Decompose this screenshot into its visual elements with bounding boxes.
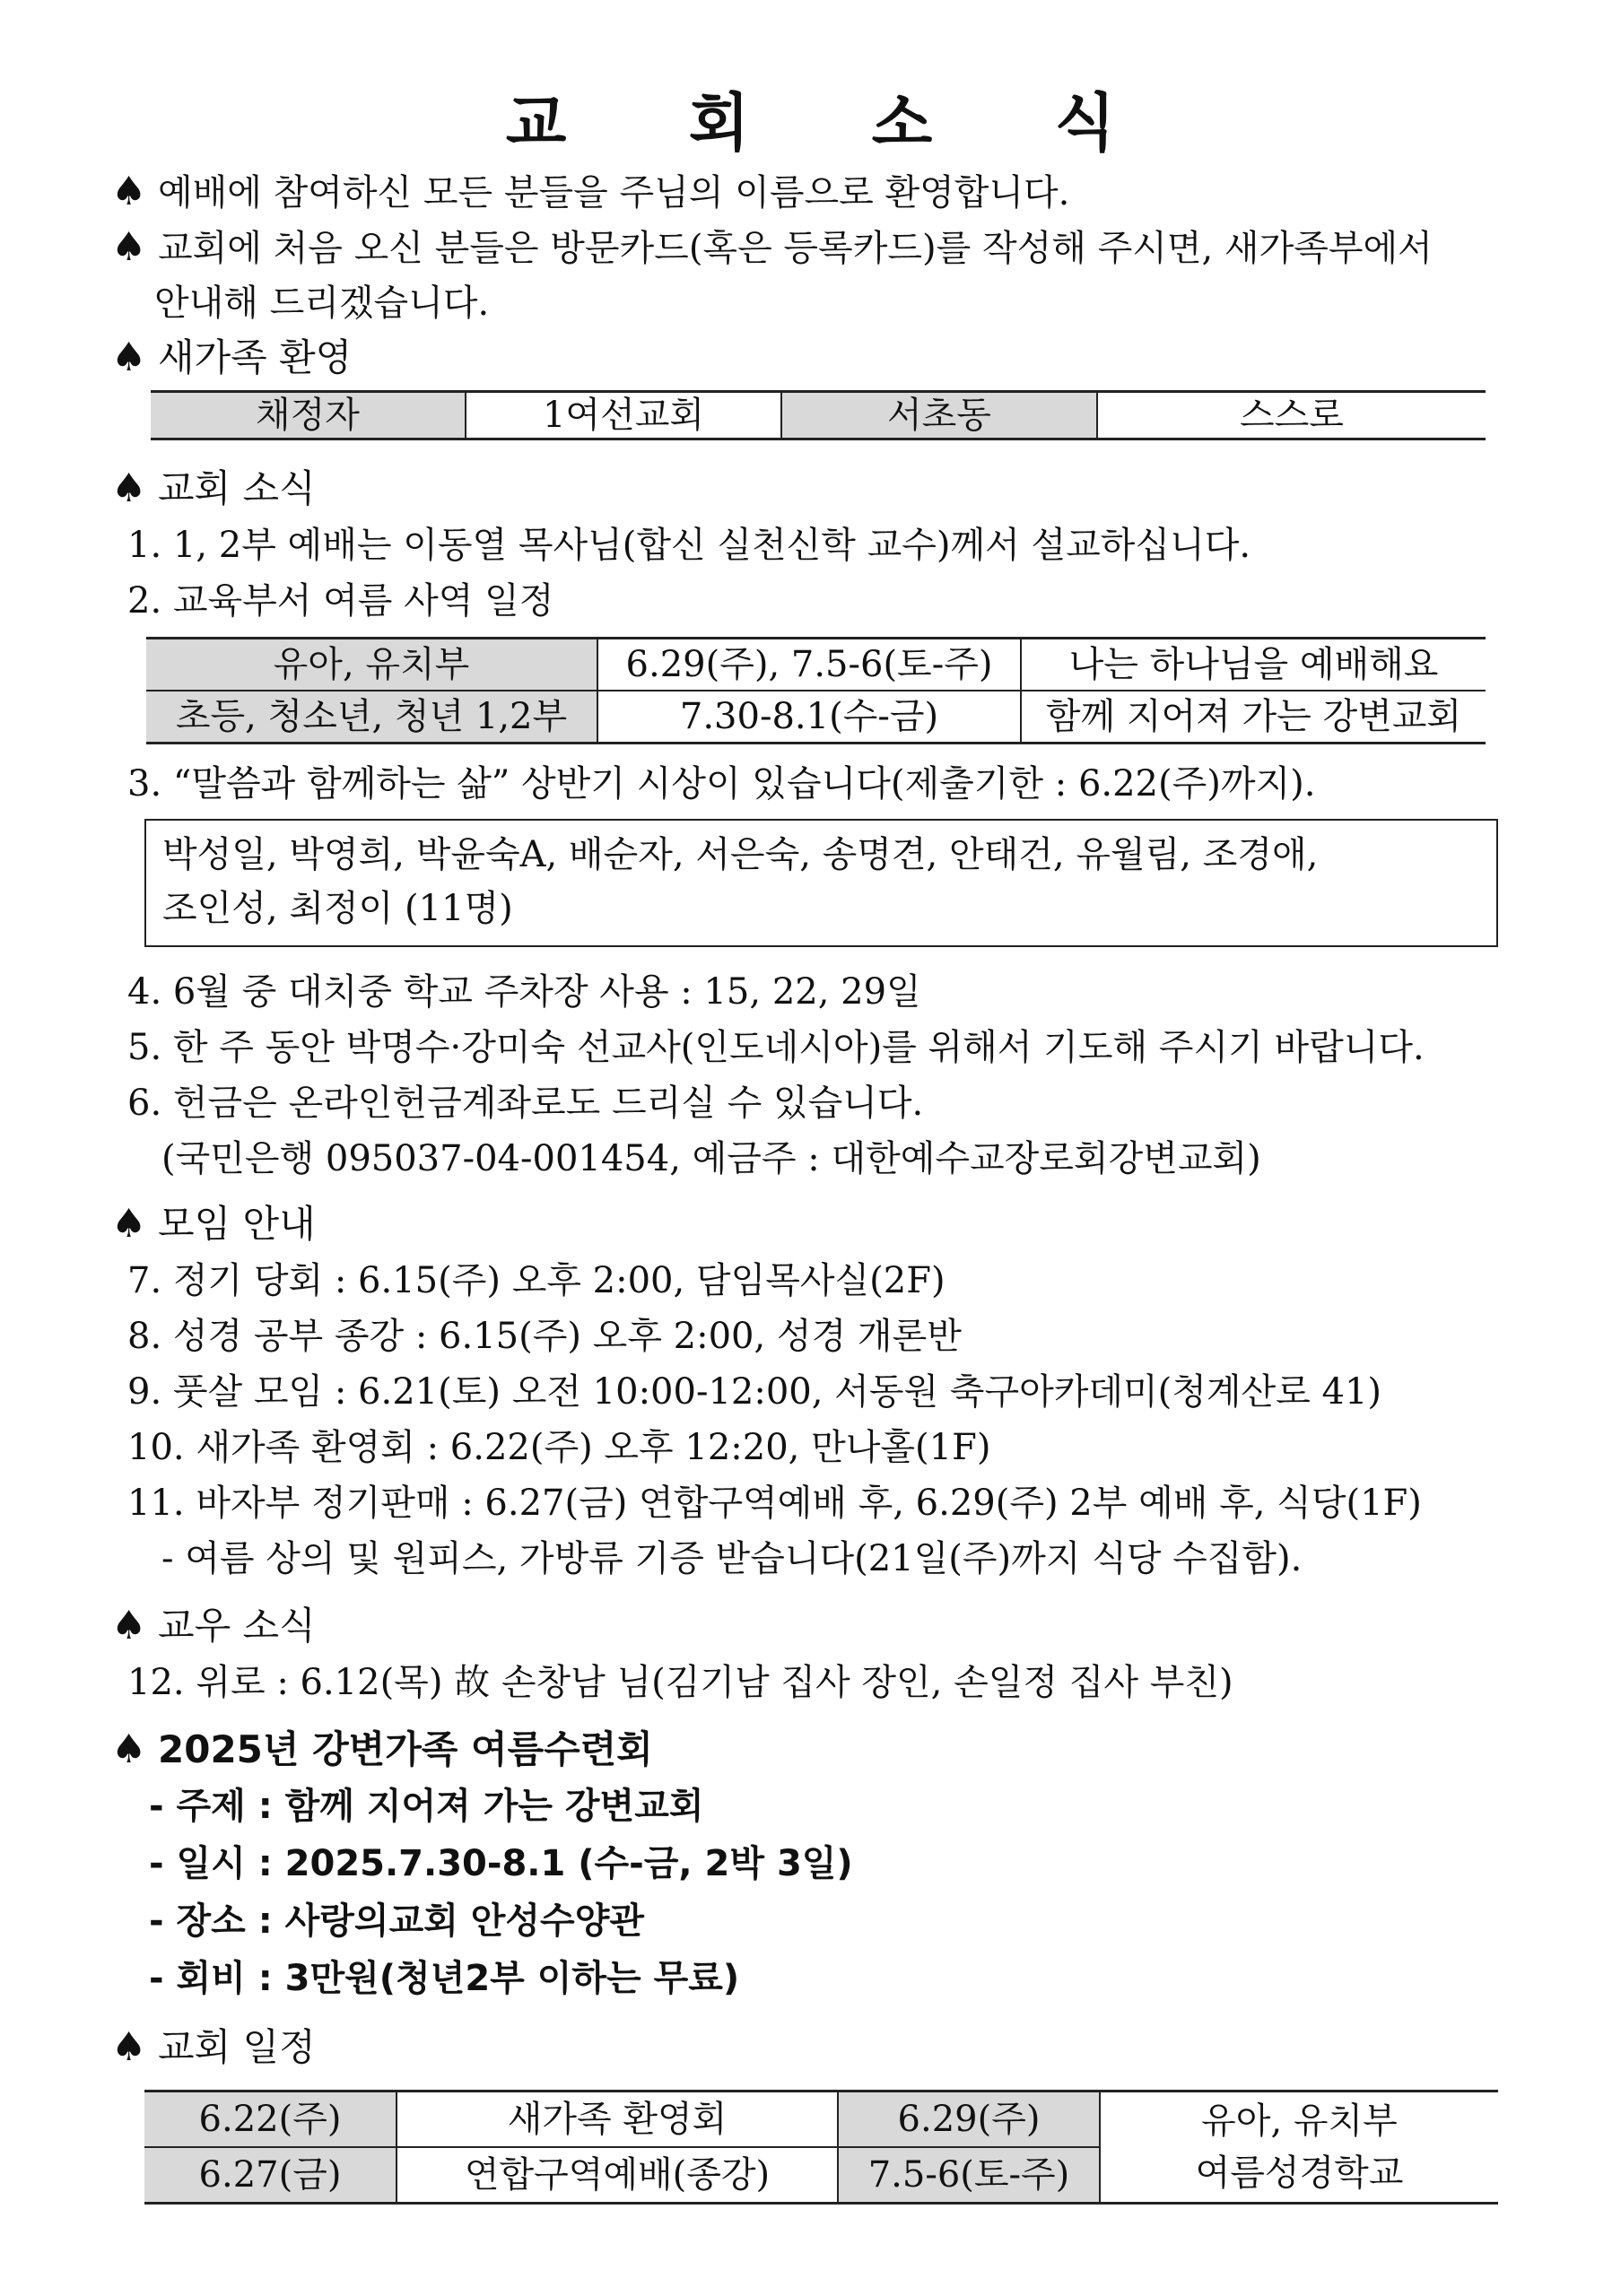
spade-icon: ♠ bbox=[111, 1603, 147, 1648]
retreat-fee: - 회비 : 3만원(청년2부 이하는 무료) bbox=[149, 1958, 740, 1999]
news-item-3: 3. “말씀과 함께하는 삶” 상반기 시상이 있습니다(제출기한 : 6.22(주)까지). bbox=[127, 763, 1316, 804]
award-names-line-2: 조인성, 최정이 (11명) bbox=[162, 888, 513, 929]
edu-dept: 유아, 유치부 bbox=[146, 639, 597, 691]
spade-icon: ♠ bbox=[111, 1726, 147, 1772]
first-visit-line bbox=[111, 222, 1433, 274]
new-family-route: 스스로 bbox=[1097, 392, 1486, 439]
church-news-heading bbox=[111, 463, 316, 515]
retreat-date: - 일시 : 2025.7.30-8.1 (수-금, 2박 3일) bbox=[149, 1843, 853, 1884]
news-item-6-detail: (국민은행 095037-04-001454, 예금주 : 대한예수교장로회강변교회) bbox=[161, 1138, 1261, 1179]
member-news-item-12: 12. 위로 : 6.12(목) 故 손창남 님(김기남 집사 장인, 손일정 집사 부친) bbox=[127, 1662, 1233, 1703]
news-item-6: 6. 헌금은 온라인헌금계좌로도 드리실 수 있습니다. bbox=[127, 1083, 924, 1124]
schedule-date: 6.22(주) bbox=[144, 2092, 397, 2148]
schedule-event: 연합구역예배(종강) bbox=[397, 2147, 838, 2204]
education-table bbox=[146, 637, 1486, 744]
member-news-heading bbox=[111, 1600, 316, 1652]
new-family-name: 채정자 bbox=[151, 392, 466, 439]
spade-icon: ♠ bbox=[111, 169, 147, 214]
edu-theme: 나는 하나님을 예배해요 bbox=[1021, 639, 1486, 691]
new-family-table bbox=[151, 390, 1486, 440]
news-item-4: 4. 6월 중 대치중 학교 주차장 사용 : 15, 22, 29일 bbox=[127, 971, 921, 1013]
news-item-5: 5. 한 주 동안 박명수·강미숙 선교사(인도네시아)를 위해서 기도해 주시기 바랍니다. bbox=[127, 1027, 1425, 1068]
retreat-heading bbox=[111, 1724, 653, 1776]
church-news-heading-text: 교회 소식 bbox=[158, 466, 316, 510]
retreat-place: - 장소 : 사랑의교회 안성수양관 bbox=[149, 1900, 644, 1942]
news-item-2: 2. 교육부서 여름 사역 일정 bbox=[127, 580, 554, 622]
meeting-item-7: 7. 정기 당회 : 6.15(주) 오후 2:00, 담임목사실(2F) bbox=[127, 1260, 946, 1301]
new-family-group: 1여선교회 bbox=[466, 392, 781, 439]
schedule-heading-text: 교회 일정 bbox=[158, 2025, 316, 2069]
retreat-theme: - 주제 : 함께 지어져 가는 강변교회 bbox=[149, 1786, 704, 1827]
new-family-region: 서초동 bbox=[781, 392, 1097, 439]
award-names-box bbox=[144, 819, 1498, 947]
meetings-heading-text: 모임 안내 bbox=[158, 1202, 316, 1246]
spade-icon: ♠ bbox=[111, 1201, 147, 1247]
meeting-item-11: 11. 바자부 정기판매 : 6.27(금) 연합구역예배 후, 6.29(주) 2부 예배 후, 식당(1F) bbox=[127, 1483, 1422, 1524]
table-row bbox=[146, 639, 1486, 691]
meeting-item-9: 9. 풋살 모임 : 6.21(토) 오전 10:00-12:00, 서동원 축구아카데미(청계산로 41) bbox=[127, 1371, 1382, 1413]
schedule-table bbox=[144, 2090, 1498, 2205]
spade-icon: ♠ bbox=[111, 224, 147, 270]
schedule-heading bbox=[111, 2022, 316, 2074]
welcome-line bbox=[111, 167, 1069, 218]
schedule-date: 6.27(금) bbox=[144, 2147, 397, 2204]
schedule-merged-event bbox=[1100, 2092, 1498, 2204]
new-family-heading-text: 새가족 환영 bbox=[158, 335, 353, 379]
edu-dept: 초등, 청소년, 청년 1,2부 bbox=[146, 691, 597, 744]
meeting-item-11-detail: - 여름 상의 및 원피스, 가방류 기증 받습니다(21일(주)까지 식당 수집함). bbox=[161, 1538, 1303, 1579]
schedule-date-2: 6.29(주) bbox=[838, 2092, 1100, 2148]
table-row bbox=[144, 2092, 1498, 2148]
schedule-merged-line-1: 유아, 유치부 bbox=[1201, 2100, 1398, 2142]
schedule-merged-line-2: 여름성경학교 bbox=[1195, 2152, 1404, 2194]
meeting-item-10: 10. 새가족 환영회 : 6.22(주) 오후 12:20, 만나홀(1F) bbox=[127, 1427, 991, 1468]
schedule-date-2: 7.5-6(토-주) bbox=[838, 2147, 1100, 2204]
award-names-line-1: 박성일, 박영희, 박윤숙A, 배순자, 서은숙, 송명견, 안태건, 유월림, 조경애, bbox=[162, 834, 1319, 875]
meeting-item-8: 8. 성경 공부 종강 : 6.15(주) 오후 2:00, 성경 개론반 bbox=[127, 1316, 962, 1357]
edu-date: 6.29(주), 7.5-6(토-주) bbox=[597, 639, 1021, 691]
page-title: 교 회 소 식 bbox=[505, 86, 1166, 160]
retreat-heading-text: 2025년 강변가족 여름수련회 bbox=[158, 1727, 653, 1771]
edu-date: 7.30-8.1(수-금) bbox=[597, 691, 1021, 744]
member-news-heading-text: 교우 소식 bbox=[158, 1604, 316, 1648]
spade-icon: ♠ bbox=[111, 465, 147, 511]
table-row bbox=[146, 691, 1486, 744]
spade-icon: ♠ bbox=[111, 2024, 147, 2070]
meetings-heading bbox=[111, 1198, 316, 1250]
first-visit-line-2: 안내해 드리겠습니다. bbox=[154, 283, 490, 324]
edu-theme: 함께 지어져 가는 강변교회 bbox=[1021, 691, 1486, 744]
first-visit-text: 교회에 처음 오신 분들은 방문카드(혹은 등록카드)를 작성해 주시면, 새가족부에서 bbox=[158, 228, 1433, 269]
welcome-text: 예배에 참여하신 모든 분들을 주님의 이름으로 환영합니다. bbox=[158, 172, 1070, 213]
spade-icon: ♠ bbox=[111, 335, 147, 380]
news-item-1: 1. 1, 2부 예배는 이동열 목사님(합신 실천신학 교수)께서 설교하십니다. bbox=[127, 525, 1251, 566]
schedule-event: 새가족 환영회 bbox=[397, 2092, 838, 2148]
new-family-heading bbox=[111, 332, 352, 384]
